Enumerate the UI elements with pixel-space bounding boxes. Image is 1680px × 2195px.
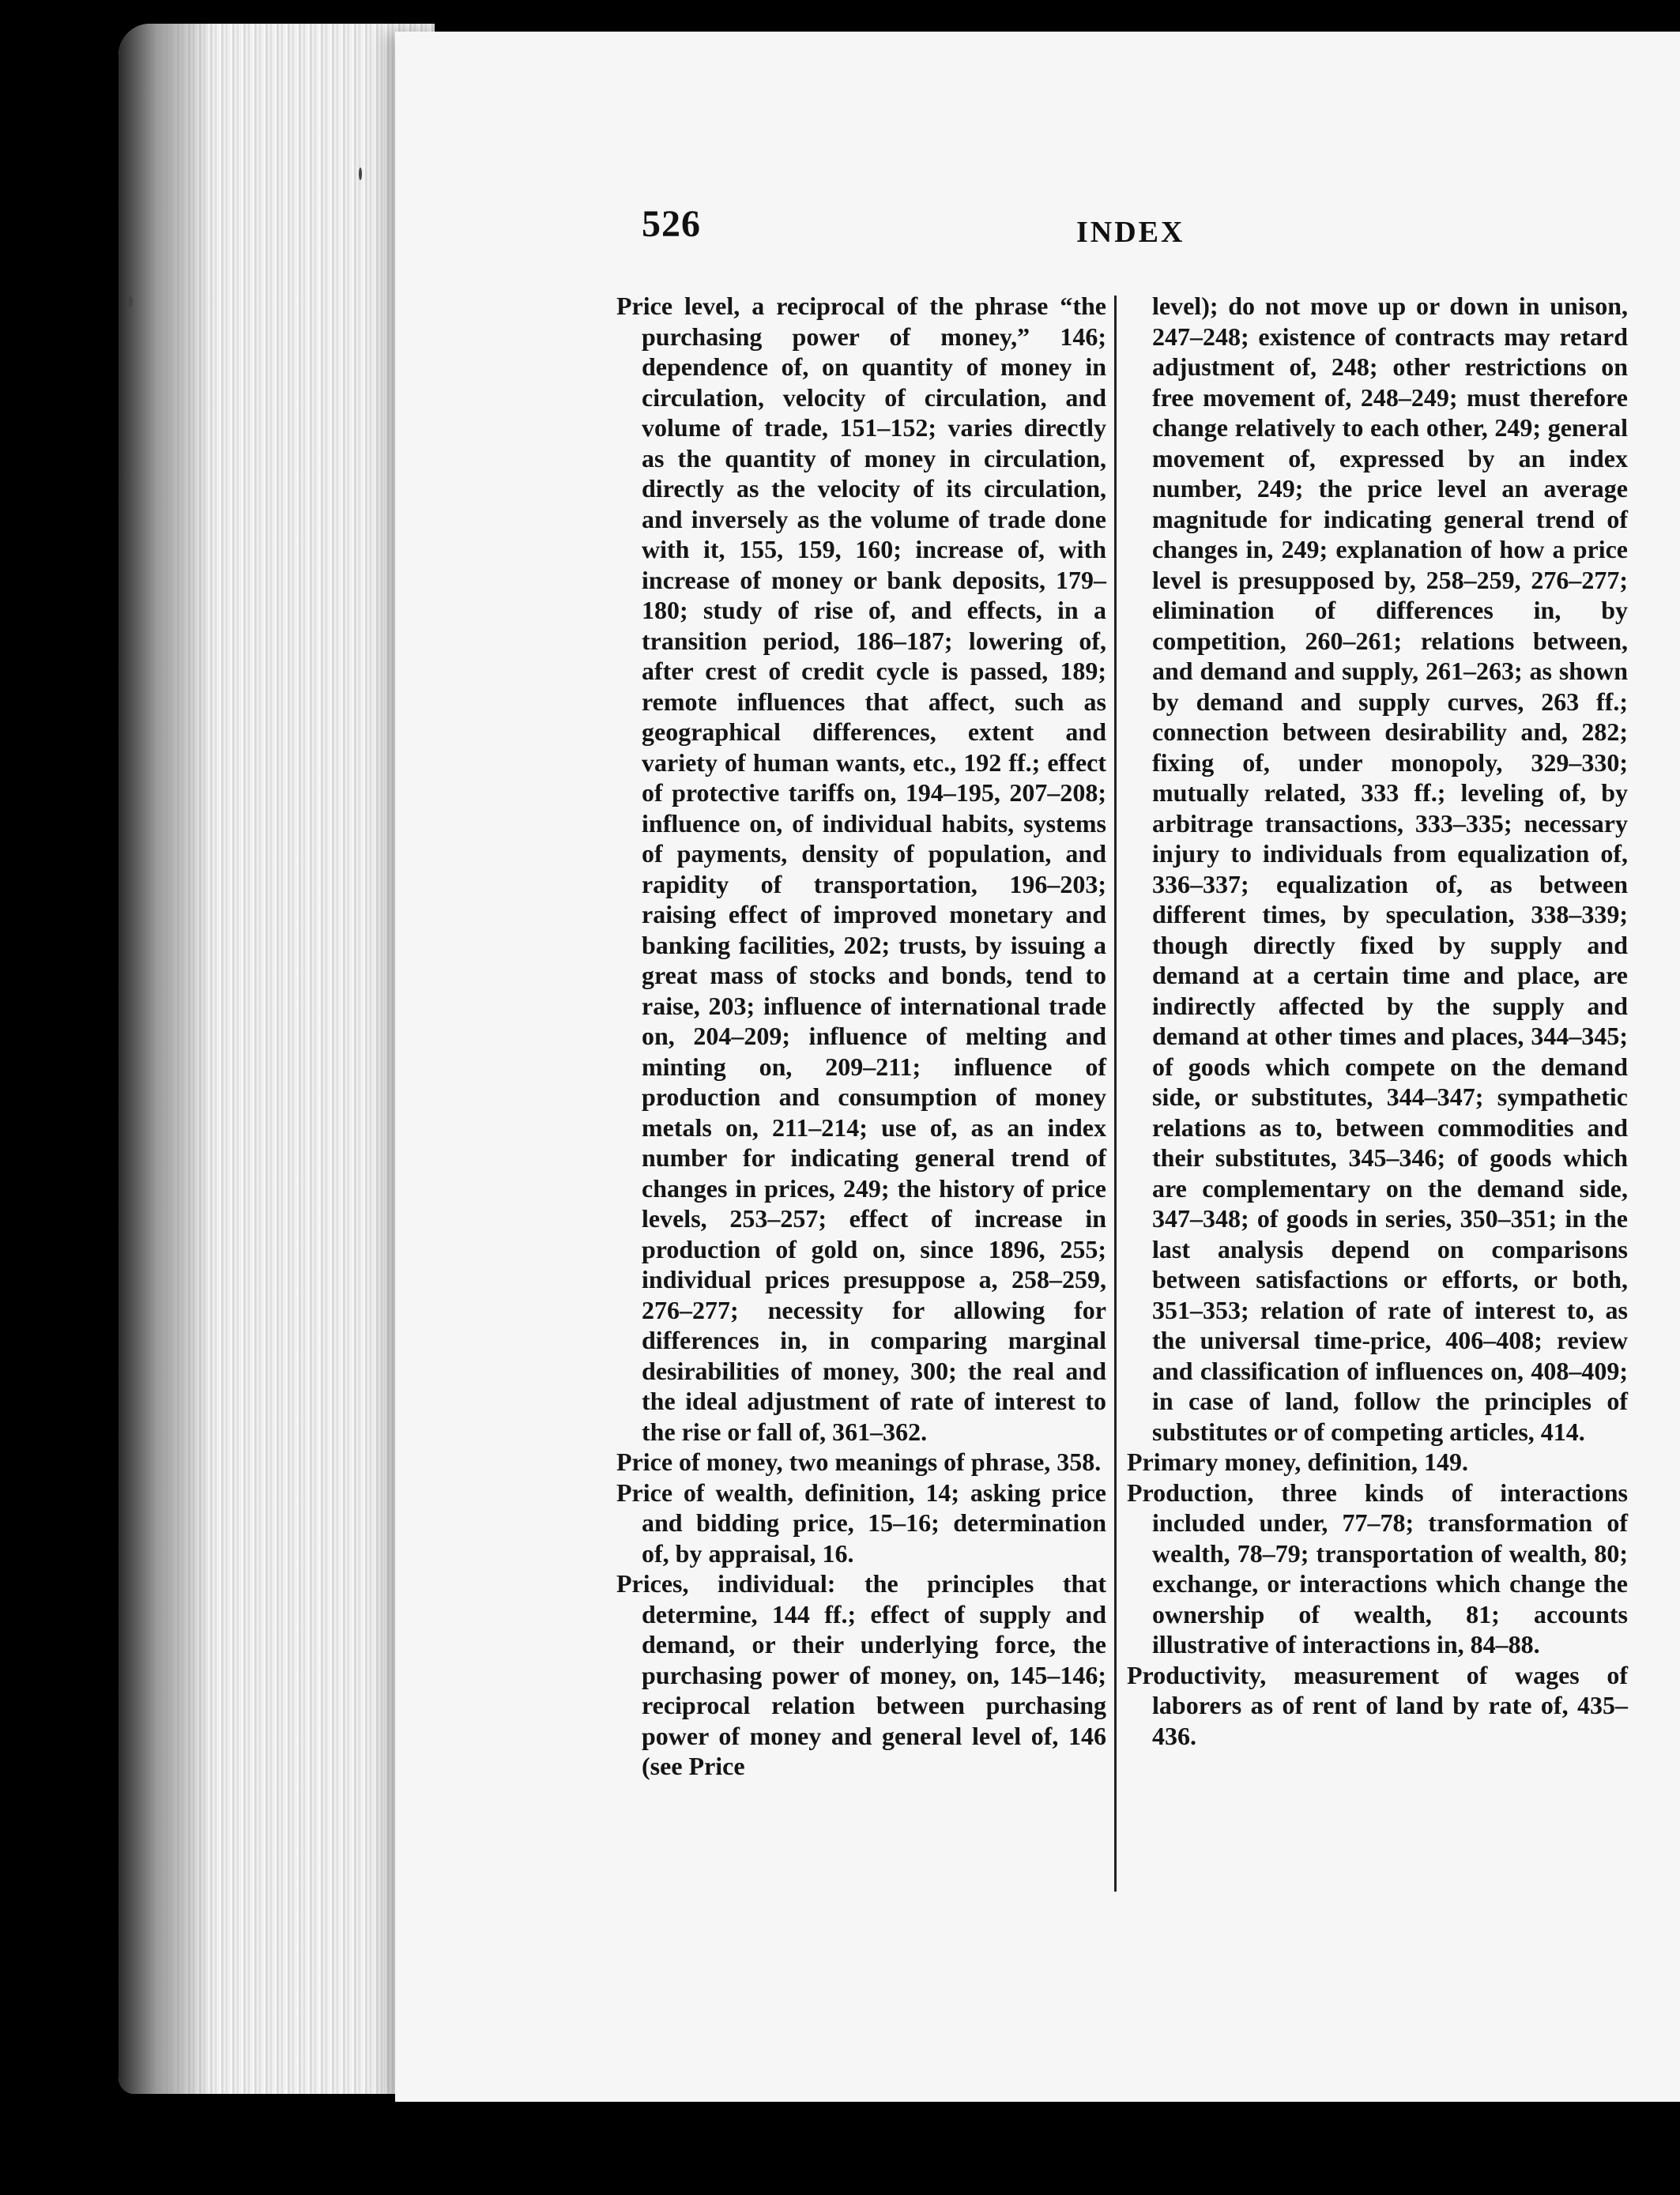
scan-background [0,2102,1680,2195]
index-column-right [1127,291,1628,1751]
index-entry-price-of-money: Price of money, two meanings of phrase, 358. [616,1448,1102,1476]
index-entry-price-level: Price level, a reciprocal of the phrase “the purchasing power of money,” 146; dependence of, on quantity of money in circulation, velocity of circulation, and volume of trade, 151–152; varies directly as the quantity of money in circulation, directly as the velocity of its circulation, and inversely as the volume of trade done with it, 155, 159, 160; increase of, with increase of money or bank deposits, 179–180; study of rise of, and effects, in a transition period, 186–187; lowering of, after crest of credit cycle is passed, 189; remote influences that affect, such as geographical differences, extent and variety of human wants, etc., 192 ff.; effect of protective tariffs on, 194–195, 207–208; influence on, of individual habits, systems of payments, density of population, and rapidity of transportation, 196–203; raising effect of improved monetary and banking facilities, 202; trusts, by issuing a great mass of stocks and bonds, tend to raise, 203; influence of international trade on, 204–209; influence of melting and minting on, 209–211; influence of production and consumption of money metals on, 211–214; use of, as an index number for indicating general trend of changes in prices, 249; the history of price levels, 253–257; effect of increase in production of gold on, since 1896, 255; individual prices presuppose a, 258–259, 276–277; necessity for allowing for differences in, in comparing marginal desirabilities of money, 300; the real and the ideal adjustment of rate of interest to the rise or fall of, 361–362. [616,292,1106,1446]
column-divider [1114,296,1117,1892]
index-entry-primary-money: Primary money, definition, 149. [1127,1448,1468,1476]
index-entry-prices-individual: Prices, individual: the principles that determine, 144 ff.; effect of supply and demand, or their underlying force, the purchasing power of money, on, 145–146; reciprocal relation between purchasing power of money and general level of, 146 (see Price [616,1569,1106,1780]
running-head: INDEX [1076,216,1185,249]
index-column-left [616,291,1106,1782]
ink-speck [126,296,133,307]
ink-speck [359,168,362,180]
index-entry-price-of-wealth: Price of wealth, definition, 14; asking price and bidding price, 15–16; determination of, by appraisal, 16. [616,1478,1106,1568]
book-spine-shadow [119,24,213,2094]
ink-speck [125,474,130,480]
index-entry-prices-individual-continued: level); do not move up or down in unison, 247–248; existence of contracts may retard adjustment of, 248; other restrictions on free movement of, 248–249; must therefore change relatively to each other, 249; general movement of, expressed by an index number, 249; the price level an average magnitude for indicating general trend of changes in, 249; explanation of how a price level is presupposed by, 258–259, 276–277; elimination of differences in, by competition, 260–261; relations between, and demand and supply, 261–263; as shown by demand and supply curves, 263 ff.; connection between desirability and, 282; fixing of, under monopoly, 329–330; mutually related, 333 ff.; leveling of, by arbitrage transactions, 333–335; necessary injury to individuals from equalization of, 336–337; equalization of, as between different times, by speculation, 338–339; though directly fixed by supply and demand at a certain time and place, are indirectly affected by the supply and demand at other times and places, 344–345; of goods which compete on the demand side, or substitutes, 344–347; sympathetic relations as to, between commodities and their substitutes, 345–346; of goods which are complementary on the demand side, 347–348; of goods in series, 350–351; in the last analysis depend on comparisons between satisfactions or efforts, or both, 351–353; relation of rate of interest to, as the universal time-price, 406–408; review and classification of influences on, 408–409; in case of land, follow the principles of substitutes or of competing articles, 414. [1152,292,1628,1446]
page-number: 526 [642,203,701,245]
index-entry-productivity: Productivity, measurement of wages of laborers as of rent of land by rate of, 435–436. [1127,1660,1628,1750]
index-entry-production: Production, three kinds of interactions included under, 77–78; transformation of wealth, 78–79; transportation of wealth, 80; exchange, or interactions which change the ownership of wealth, 81; accounts illustrative of interactions in, 84–88. [1127,1478,1628,1658]
